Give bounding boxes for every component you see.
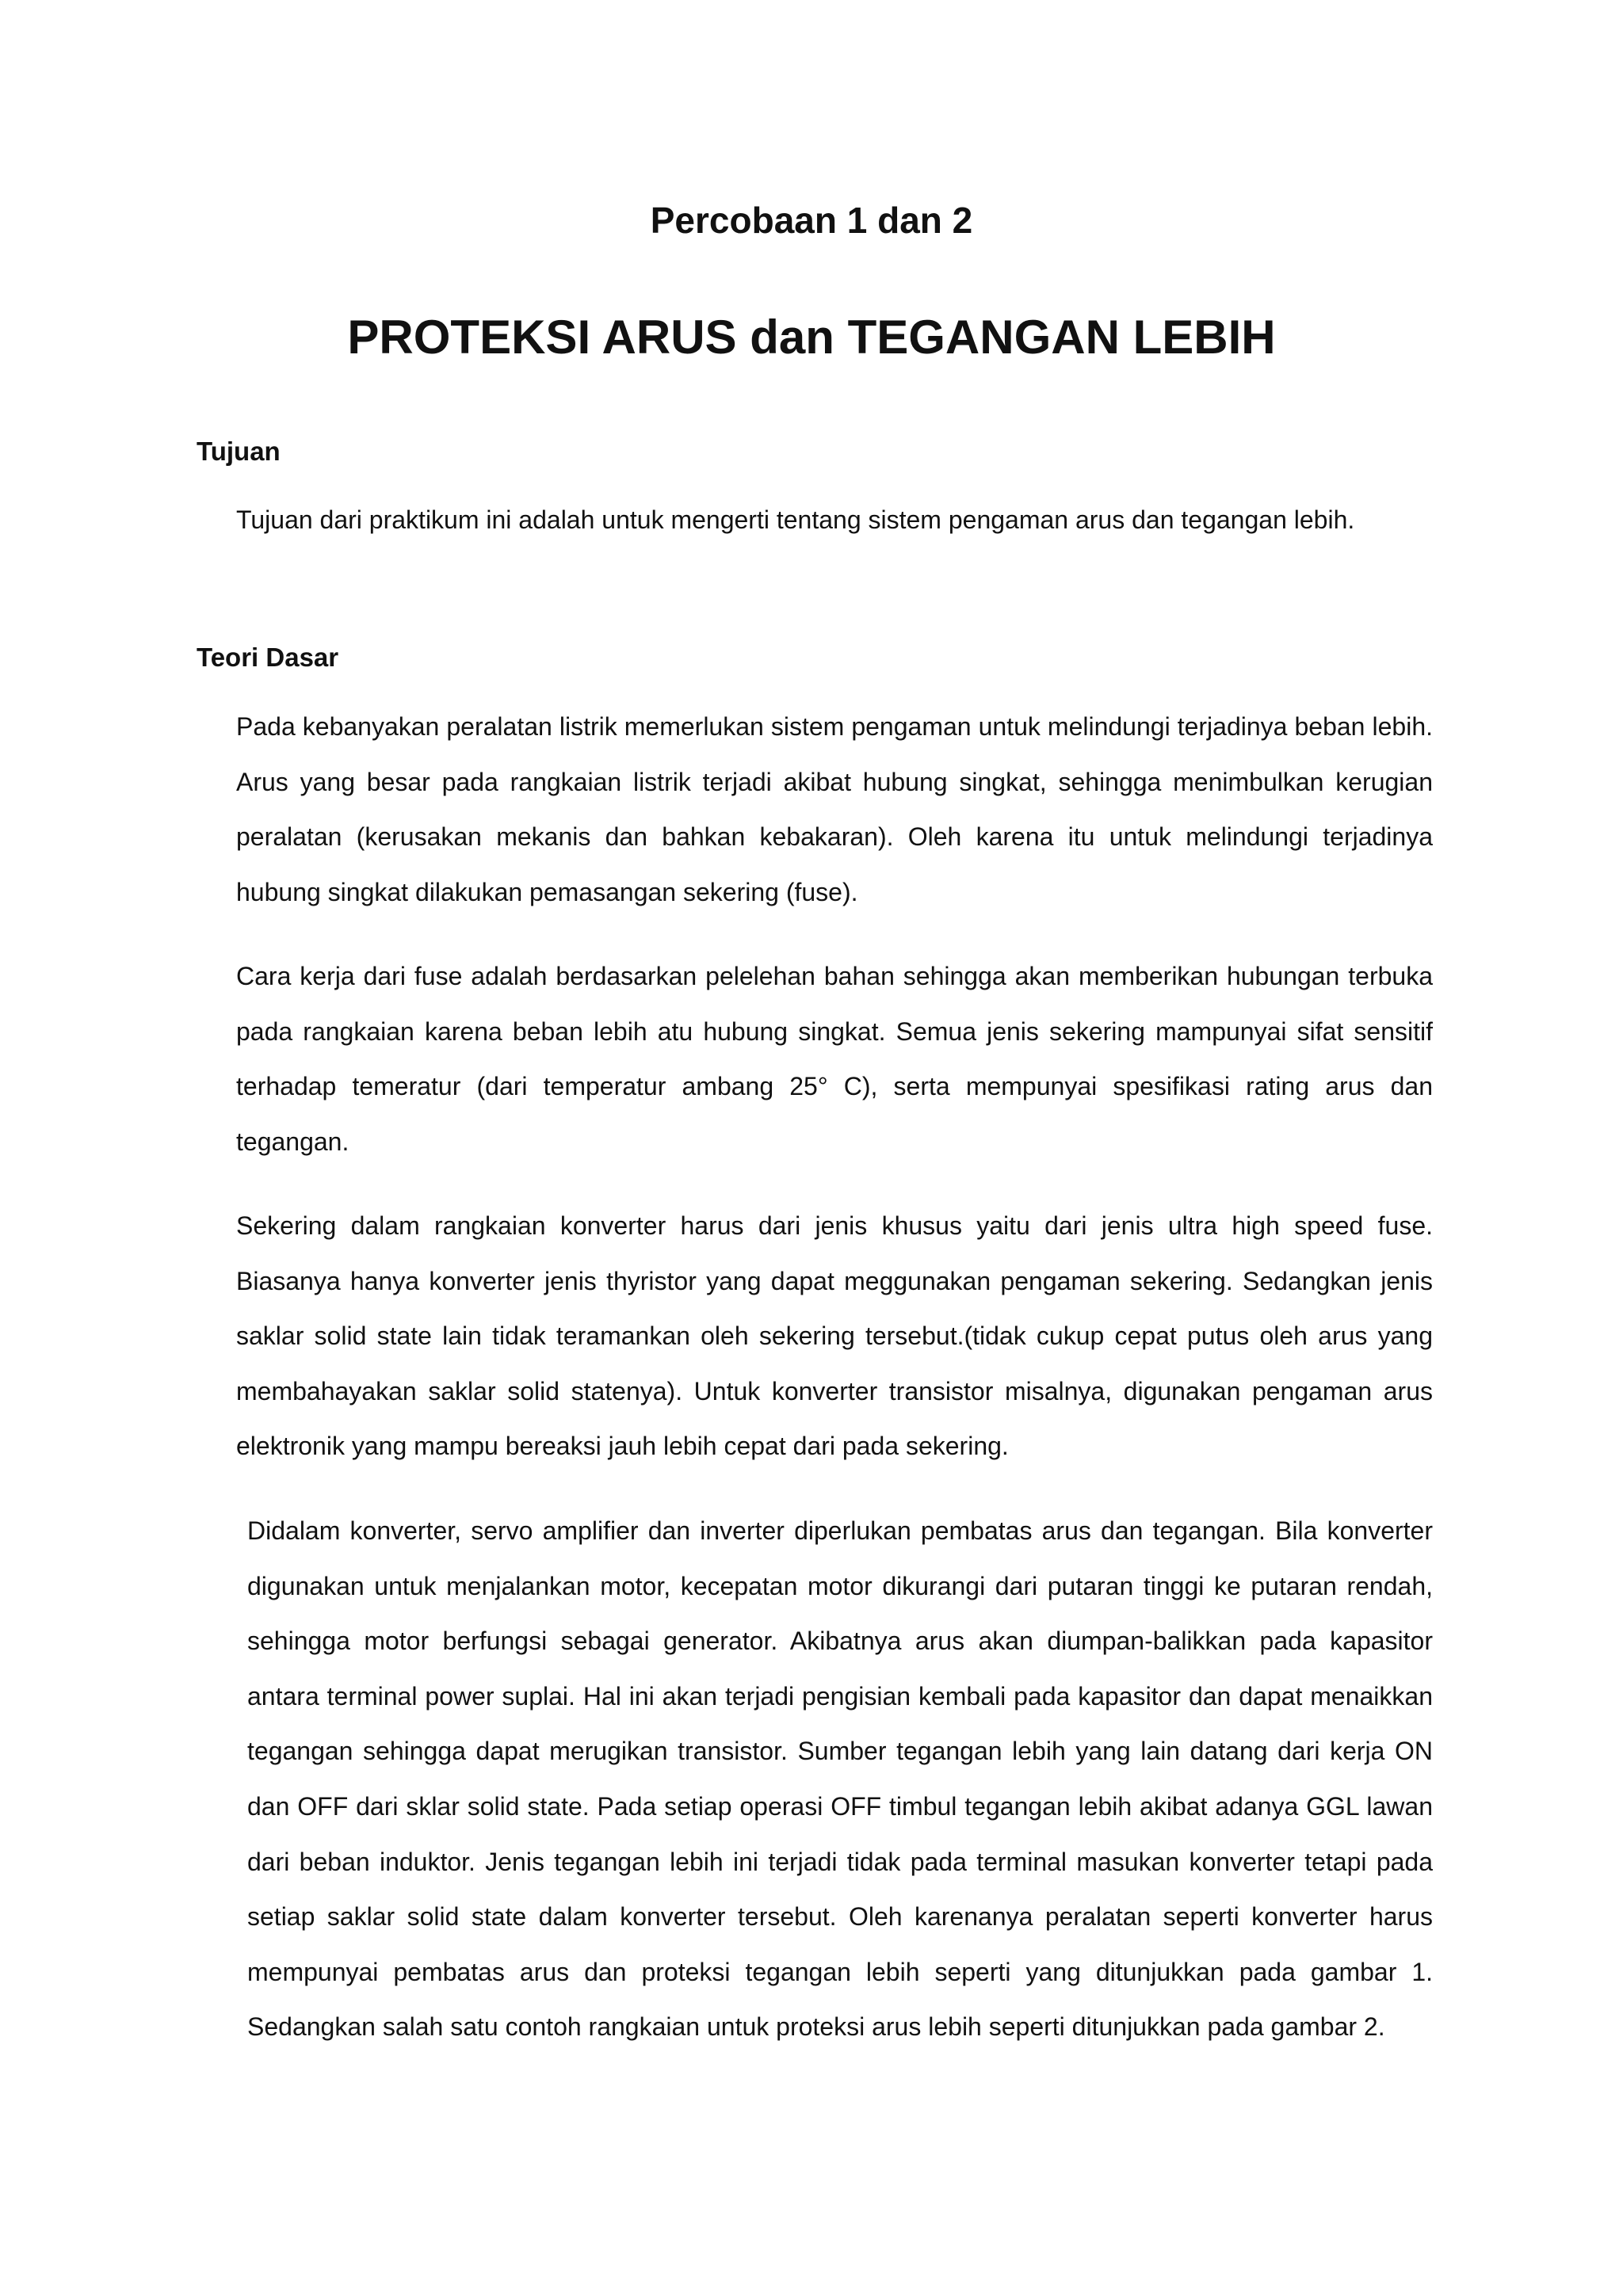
document-title: PROTEKSI ARUS dan TEGANGAN LEBIH <box>347 311 1276 364</box>
section-heading-tujuan: Tujuan <box>197 437 281 466</box>
section-heading-teori-dasar: Teori Dasar <box>197 643 339 672</box>
paragraph-tujuan: Tujuan dari praktikum ini adalah untuk mengerti tentang sistem pengaman arus dan tegangan lebih. <box>236 505 1355 534</box>
paragraph-teori-2: Cara kerja dari fuse adalah berdasarkan pelelehan bahan sehingga akan memberikan hubungan terbuka pada rangkaian karena beban lebih atu hubung singkat. Semua jenis sekering mampunyai sifat sensitif terhadap temeratur (dari temperatur ambang 25° C), serta mempunyai spesifikasi rating arus dan tegangan. <box>236 962 1433 1156</box>
paragraph-teori-1: Pada kebanyakan peralatan listrik memerlukan sistem pengaman untuk melindungi terjadinya beban lebih. Arus yang besar pada rangkaian listrik terjadi akibat hubung singkat, sehingga menimbulkan kerugian peralatan (kerusakan mekanis dan bahkan kebakaran). Oleh karena itu untuk melindungi terjadinya hubung singkat dilakukan pemasangan sekering (fuse). <box>236 712 1433 906</box>
paragraph-teori-4: Didalam konverter, servo amplifier dan inverter diperlukan pembatas arus dan tegangan. Bila konverter digunakan untuk menjalankan motor, kecepatan motor dikurangi dari putaran tinggi ke putaran rendah, sehingga motor berfungsi sebagai generator. Akibatnya arus akan diumpan-balikkan pada kapasitor antara terminal power suplai. Hal ini akan terjadi pengisian kembali pada kapasitor dan dapat menaikkan tegangan sehingga dapat merugikan transistor. Sumber tegangan lebih yang lain datang dari kerja ON dan OFF dari sklar solid state. Pada setiap operasi OFF timbul tegangan lebih akibat adanya GGL lawan dari beban induktor. Jenis tegangan lebih ini terjadi tidak pada terminal masukan konverter tetapi pada setiap saklar solid state dalam konverter tersebut. Oleh karenanya peralatan seperti konverter harus mempunyai pembatas arus dan proteksi tegangan lebih seperti yang ditunjukkan pada gambar 1. Sedangkan salah satu contoh rangkaian untuk proteksi arus lebih seperti ditunjukkan pada gambar 2. <box>247 1516 1433 2042</box>
document-subtitle: Percobaan 1 dan 2 <box>650 200 973 241</box>
paragraph-teori-3: Sekering dalam rangkaian konverter harus dari jenis khusus yaitu dari jenis ultra high speed fuse. Biasanya hanya konverter jenis thyristor yang dapat meggunakan pengaman sekering. Sedangkan jenis saklar solid state lain tidak teramankan oleh sekering tersebut.(tidak cukup cepat putus oleh arus yang membahayakan saklar solid statenya). Untuk konverter transistor misalnya, digunakan pengaman arus elektronik yang mampu bereaksi jauh lebih cepat dari pada sekering. <box>236 1211 1433 1461</box>
